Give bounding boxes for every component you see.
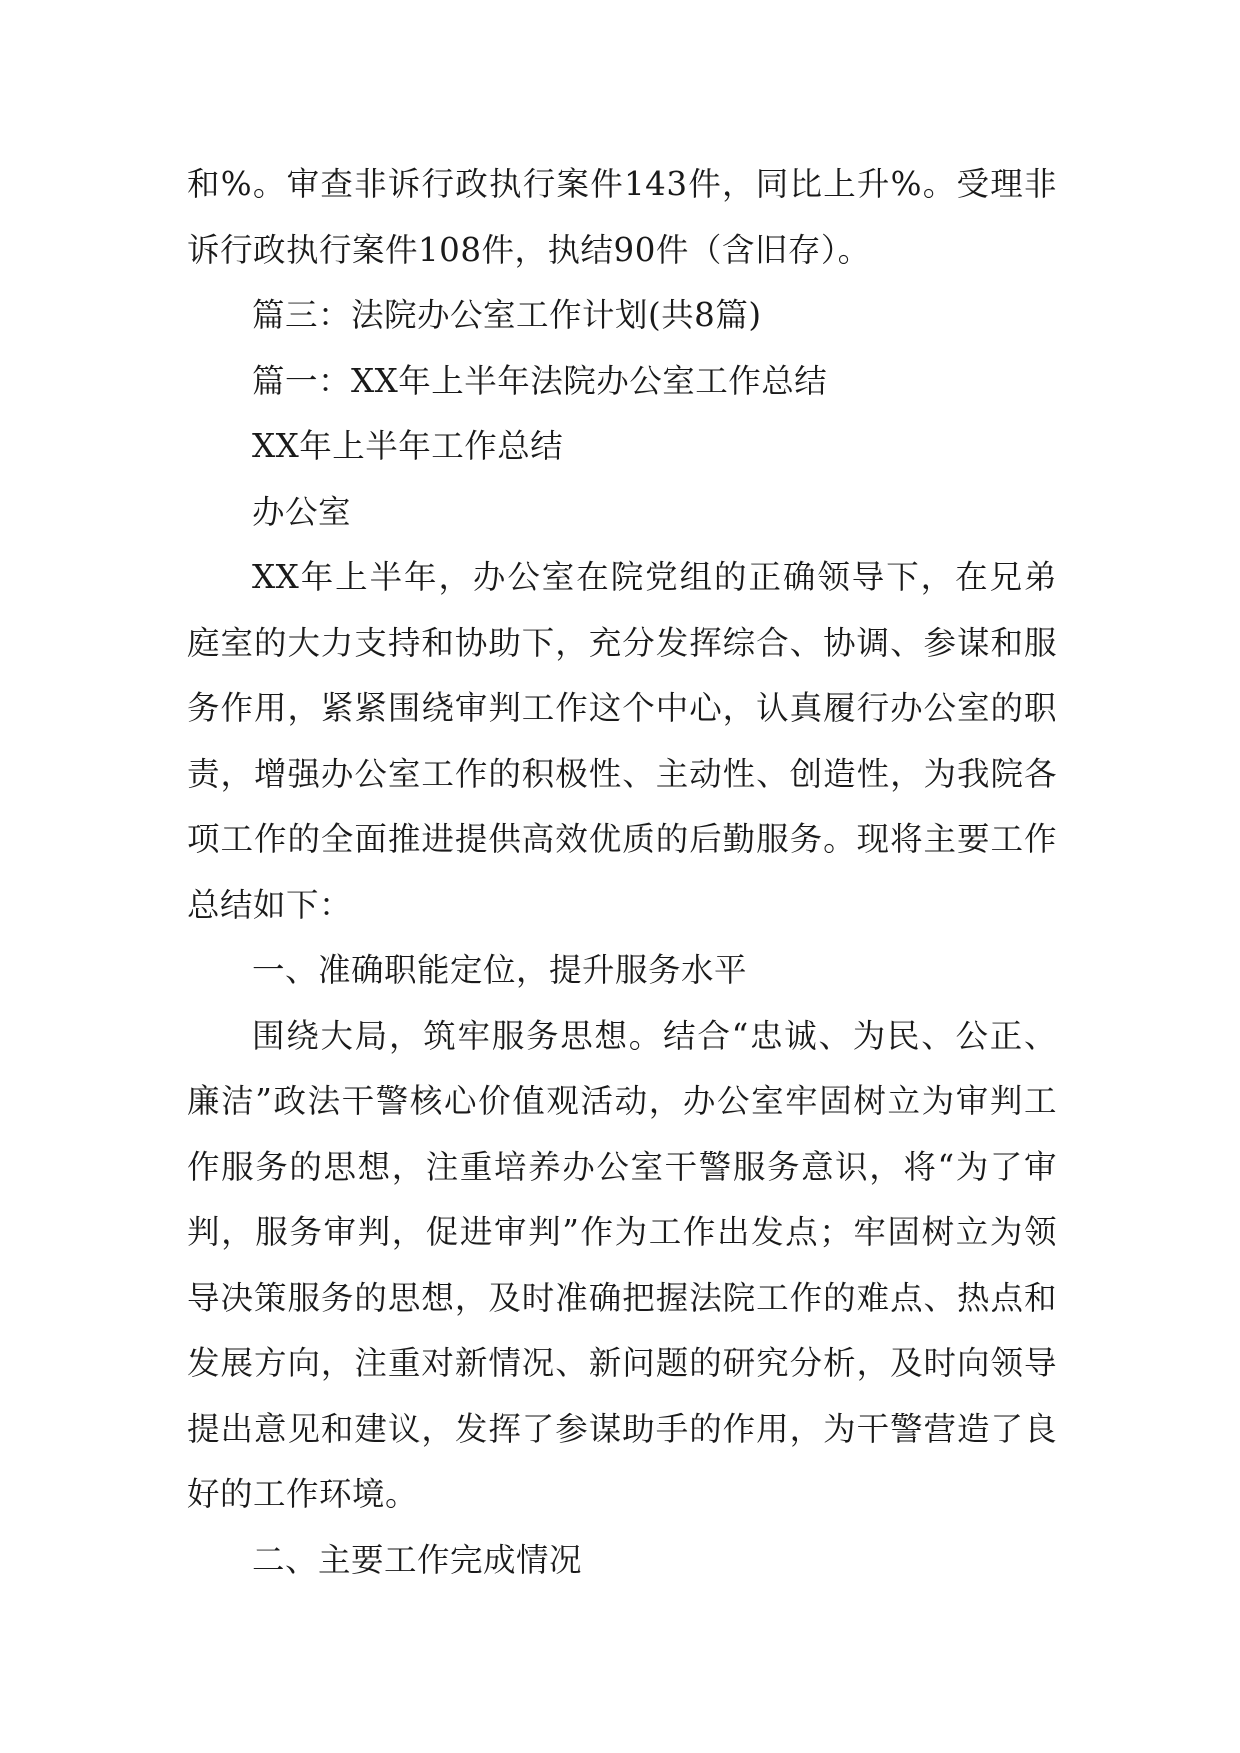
heading-part-one: 篇一：XX年上半年法院办公室工作总结 <box>252 361 828 400</box>
paragraph-introduction: XX年上半年，办公室在院党组的正确领导下，在兄弟庭室的大力支持和协助下，充分发挥综合、协调、参谋和服务作用，紧紧围绕审判工作这个中心，认真履行办公室的职责，增强办公室工作的积极性、主动性、创造性，为我院各项工作的全面推进提供高效优质的后勤服务。现将主要工作总结如下： <box>187 558 1057 924</box>
paragraph-case-statistics: 和%。审查非诉行政执行案件143件，同比上升%。受理非诉行政执行案件108件，执结90件（含旧存）。 <box>187 165 1057 269</box>
document-body <box>187 152 1057 1593</box>
department-name: 办公室 <box>252 492 352 531</box>
paragraph-service-thinking: 围绕大局，筑牢服务思想。结合“忠诚、为民、公正、廉洁”政法干警核心价值观活动，办公室牢固树立为审判工作服务的思想，注重培养办公室干警服务意识，将“为了审判，服务审判，促进审判”作为工作出发点；牢固树立为领导决策服务的思想，及时准确把握法院工作的难点、热点和发展方向，注重对新情况、新问题的研究分析，及时向领导提出意见和建议，发挥了参谋助手的作用，为干警营造了良好的工作环境。 <box>187 1016 1057 1513</box>
heading-part-three: 篇三：法院办公室工作计划(共8篇) <box>252 296 762 334</box>
section-heading-one: 一、准确职能定位，提升服务水平 <box>252 951 748 989</box>
section-heading-two: 二、主要工作完成情况 <box>252 1540 583 1579</box>
document-title: XX年上半年工作总结 <box>252 427 564 465</box>
